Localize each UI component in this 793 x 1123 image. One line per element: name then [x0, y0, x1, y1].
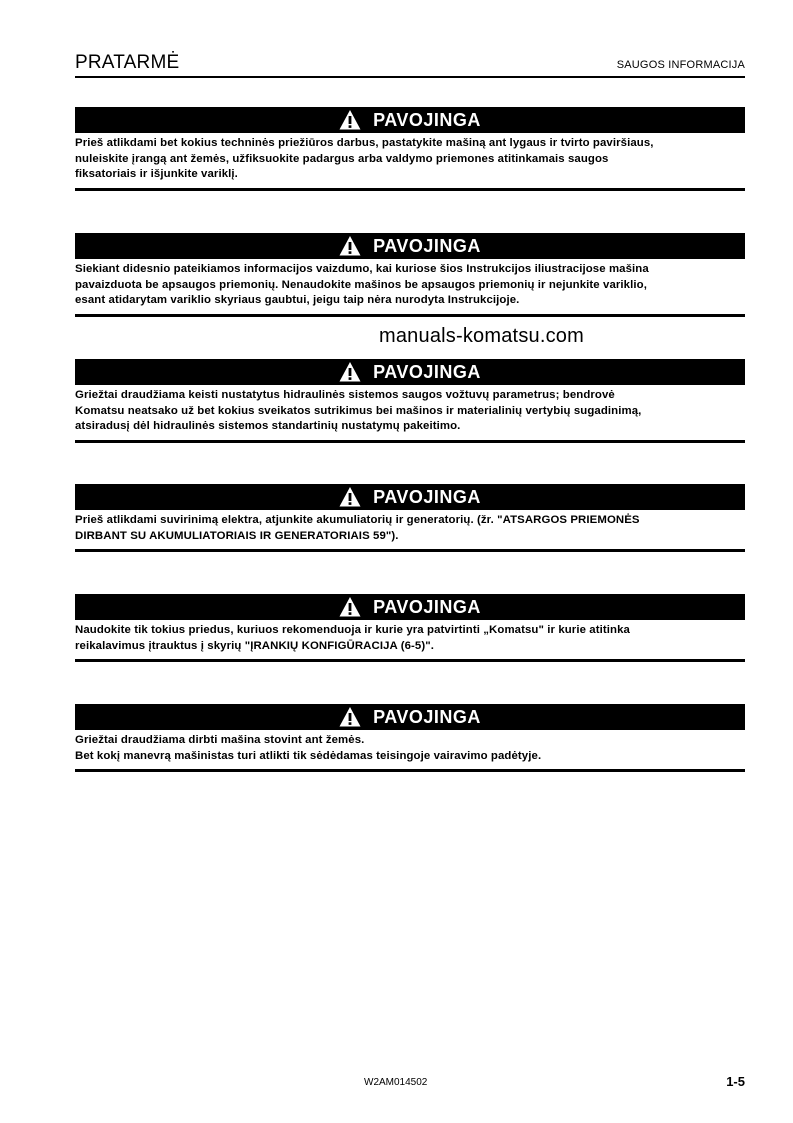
danger-warning-title: PAVOJINGA: [373, 236, 481, 256]
warning-text-line: reikalavimus įtrauktus į skyrių "ĮRANKIŲ KONFIGŪRACIJA (6-5)".: [75, 639, 435, 652]
danger-warning-text: [75, 510, 745, 544]
warning-bottom-rule: [75, 659, 745, 662]
danger-warning-header: [75, 704, 745, 730]
warning-text-line: fiksatoriais ir išjunkite variklį.: [75, 168, 238, 180]
warning-text-line: Naudokite tik tokius priedus, kuriuos rekomenduoja ir kurie yra patvirtinti „Komatsu" ir kurie atitinka: [75, 624, 630, 636]
danger-warning-title: PAVOJINGA: [373, 597, 481, 617]
warning-bottom-rule: [75, 440, 745, 443]
warning-text-line: DIRBANT SU AKUMULIATORIAIS IR GENERATORIAIS 59").: [75, 529, 399, 542]
danger-warning-block: [75, 484, 745, 552]
danger-warning-header: [75, 484, 745, 510]
warning-text-line: pavaizduota be apsaugos priemonių. Nenaudokite mašinos be apsaugos priemonių ir nejunkite variklio,: [75, 278, 647, 291]
danger-warning-block: [75, 107, 745, 191]
warning-bottom-rule: [75, 549, 745, 552]
danger-warning-title: PAVOJINGA: [373, 487, 481, 507]
warning-bottom-rule: [75, 188, 745, 191]
danger-warning-header: [75, 359, 745, 385]
warning-text-line: esant atidarytam variklio skyriaus gaubtui, jeigu taip nėra nurodyta Instrukcijoje.: [75, 294, 520, 306]
danger-warning-text: [75, 133, 745, 183]
warning-triangle-icon: [339, 486, 361, 508]
warning-text-line: Prieš atlikdami bet kokius techninės priežiūros darbus, pastatykite mašiną ant lygaus ir tvirto paviršiaus,: [75, 137, 654, 149]
danger-warning-block: [75, 233, 745, 317]
page-number: 1-5: [726, 1074, 745, 1089]
danger-warning-block: [75, 704, 745, 772]
danger-warning-block: [75, 594, 745, 662]
danger-warning-title: PAVOJINGA: [373, 362, 481, 382]
warning-text-line: Griežtai draudžiama dirbti mašina stovint ant žemės.: [75, 734, 365, 746]
warning-text-line: Siekiant didesnio pateikiamos informacijos vaizdumo, kai kuriose šios Instrukcijos iliustracijose mašina: [75, 263, 649, 275]
warning-text-line: Griežtai draudžiama keisti nustatytus hidraulinės sistemos saugos vožtuvų parametrus; bendrovė: [75, 389, 615, 401]
warning-text-line: Bet kokį manevrą mašinistas turi atlikti tik sėdėdamas teisingoje vairavimo padėtyje.: [75, 749, 542, 762]
danger-warning-header: [75, 107, 745, 133]
warning-text-line: atsiradusį dėl hidraulinės sistemos standartinių nustatymų pakeitimo.: [75, 420, 461, 432]
section-title: SAUGOS INFORMACIJA: [616, 59, 745, 71]
danger-warning-block: [75, 359, 745, 443]
danger-warning-title: PAVOJINGA: [373, 110, 481, 130]
danger-warning-text: [75, 730, 745, 764]
page-title: PRATARMĖ: [75, 52, 180, 73]
warning-triangle-icon: [339, 706, 361, 728]
warning-triangle-icon: [339, 235, 361, 257]
warning-bottom-rule: [75, 314, 745, 317]
page-header: [75, 52, 745, 78]
danger-warning-header: [75, 233, 745, 259]
warning-text-line: Komatsu neatsako už bet kokius sveikatos sutrikimus bei mašinos ir materialinių vertybių sugadinimą,: [75, 404, 642, 417]
warning-bottom-rule: [75, 769, 745, 772]
warning-triangle-icon: [339, 596, 361, 618]
danger-warning-text: [75, 385, 745, 435]
document-code: W2AM014502: [364, 1077, 428, 1088]
warning-text-line: Prieš atlikdami suvirinimą elektra, atjunkite akumuliatorių ir generatorių. (žr. "ATSARGOS PRIEMONĖS: [75, 514, 640, 526]
warning-triangle-icon: [339, 109, 361, 131]
warning-text-line: nuleiskite įrangą ant žemės, užfiksuokite padargus arba valdymo priemones atitinkamais saugos: [75, 152, 609, 165]
danger-warning-header: [75, 594, 745, 620]
danger-warning-text: [75, 259, 745, 309]
danger-warning-title: PAVOJINGA: [373, 707, 481, 727]
warning-triangle-icon: [339, 361, 361, 383]
danger-warning-text: [75, 620, 745, 654]
watermark-text: manuals-komatsu.com: [379, 325, 584, 347]
